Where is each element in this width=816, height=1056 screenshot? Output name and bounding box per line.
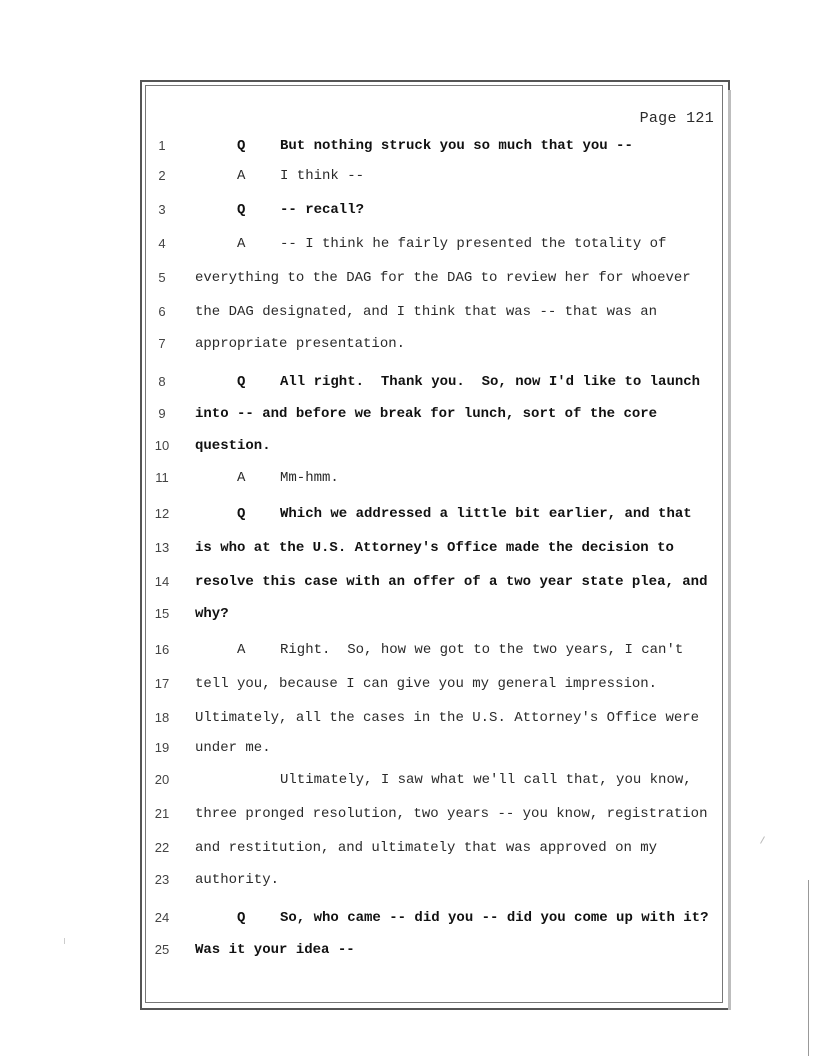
line-number: 17: [154, 676, 170, 691]
speaker-label: Q: [237, 374, 246, 390]
line-number: 25: [154, 942, 170, 957]
transcript-line-text: authority.: [195, 872, 280, 888]
transcript-line-text: Was it your idea --: [195, 942, 355, 958]
transcript-line-text: I think --: [280, 168, 365, 184]
line-number: 22: [154, 840, 170, 855]
scan-speck: [760, 836, 765, 843]
line-number: 12: [154, 506, 170, 521]
line-number: 10: [154, 438, 170, 453]
transcript-line-text: -- I think he fairly presented the totality of: [280, 236, 667, 252]
transcript-line-text: resolve this case with an offer of a two year state plea, and: [195, 574, 708, 590]
transcript-line-text: -- recall?: [280, 202, 365, 218]
transcript-line-text: tell you, because I can give you my general impression.: [195, 676, 658, 692]
transcript-line-text: is who at the U.S. Attorney's Office made the decision to: [195, 540, 674, 556]
speaker-label: A: [237, 236, 246, 252]
scan-speck: [64, 938, 65, 944]
transcript-line-text: Which we addressed a little bit earlier, and that: [280, 506, 692, 522]
speaker-label: Q: [237, 910, 246, 926]
line-number: 23: [154, 872, 170, 887]
page-number: Page 121: [639, 110, 714, 127]
line-number: 3: [158, 202, 166, 217]
transcript-line-text: But nothing struck you so much that you --: [280, 138, 633, 154]
transcript-line-text: why?: [195, 606, 229, 622]
transcript-line-text: everything to the DAG for the DAG to review her for whoever: [195, 270, 691, 286]
speaker-label: A: [237, 470, 246, 486]
transcript-line-text: under me.: [195, 740, 271, 756]
transcript-line-text: question.: [195, 438, 271, 454]
speaker-label: Q: [237, 138, 246, 154]
line-number: 24: [154, 910, 170, 925]
transcript-line-text: the DAG designated, and I think that was -- that was an: [195, 304, 658, 320]
transcript-line-text: So, who came -- did you -- did you come up with it?: [280, 910, 709, 926]
line-number: 19: [154, 740, 170, 755]
line-number: 15: [154, 606, 170, 621]
speaker-label: A: [237, 642, 246, 658]
transcript-line-text: into -- and before we break for lunch, sort of the core: [195, 406, 658, 422]
speaker-label: Q: [237, 506, 246, 522]
line-number: 6: [158, 304, 166, 319]
line-number: 11: [155, 470, 169, 485]
line-number: 16: [154, 642, 170, 657]
line-number: 1: [158, 138, 166, 153]
transcript-line-text: and restitution, and ultimately that was approved on my: [195, 840, 658, 856]
line-number: 4: [158, 236, 166, 251]
transcript-line-text: All right. Thank you. So, now I'd like to launch: [280, 374, 701, 390]
scan-margin-line: [808, 880, 809, 1056]
transcript-line-text: Ultimately, I saw what we'll call that, you know,: [280, 772, 692, 788]
speaker-label: A: [237, 168, 246, 184]
line-number: 2: [158, 168, 166, 183]
transcript-line-text: Ultimately, all the cases in the U.S. Attorney's Office were: [195, 710, 700, 726]
line-number: 18: [154, 710, 170, 725]
transcript-line-text: Mm-hmm.: [280, 470, 339, 486]
line-number: 20: [154, 772, 170, 787]
line-number: 21: [154, 806, 170, 821]
line-number: 14: [154, 574, 170, 589]
transcript-line-text: appropriate presentation.: [195, 336, 406, 352]
line-number: 13: [154, 540, 170, 555]
line-number: 5: [158, 270, 166, 285]
line-number: 8: [158, 374, 166, 389]
speaker-label: Q: [237, 202, 246, 218]
transcript-line-text: three pronged resolution, two years -- you know, registration: [195, 806, 708, 822]
line-number: 7: [158, 336, 166, 351]
page-border-shadow: [728, 90, 731, 1010]
transcript-line-text: Right. So, how we got to the two years, I can't: [280, 642, 684, 658]
line-number: 9: [158, 406, 166, 421]
